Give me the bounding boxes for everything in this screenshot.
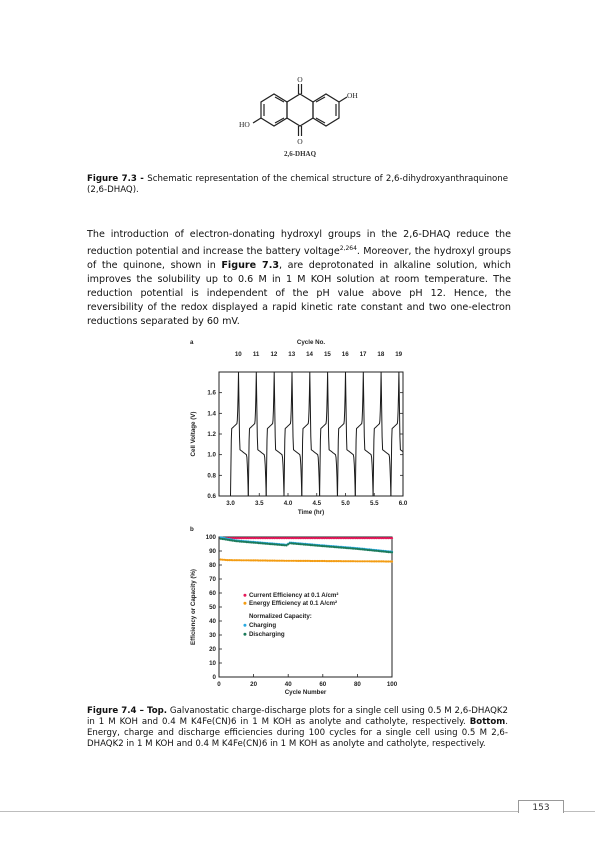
cycle-curve-18: [373, 372, 391, 496]
y-axis-label: Cell Voltage (V): [190, 411, 197, 457]
y-tick-label: 80: [209, 562, 216, 569]
legend-entry: Current Efficiency at 0.1 A/cm²: [248, 592, 339, 600]
top-tick-label: 16: [341, 351, 349, 358]
panel-a-label: a: [190, 339, 194, 346]
x-tick-label: 3.5: [254, 500, 264, 507]
y-tick-label: 40: [209, 618, 216, 625]
footer-rule: [0, 811, 595, 812]
paragraph-part-3: , are deprotonated in alkaline solution, which improves the solubility up to 0.6 M in 1 M KOH solution at room temperature. The reduction potential is independent of the pH value above pH 12. Hence, the reversibility of the redox displayed a rapid kinetic rate constant and two one-electron reductions separated by 60 mV.: [87, 260, 511, 328]
top-tick-label: 19: [395, 351, 403, 358]
figure-7-3-dash: -: [136, 174, 148, 184]
cycle-curve-11: [248, 372, 266, 496]
oxygen-bottom-label: O: [297, 137, 303, 146]
top-tick-label: 13: [288, 351, 296, 358]
cycle-curve-10: [231, 372, 249, 496]
figure-7-4-label: Figure 7.4 – Top.: [87, 706, 168, 716]
top-tick-label: 10: [234, 351, 242, 358]
x-tick-label: 6.0: [398, 500, 408, 507]
data-point: [391, 551, 393, 553]
top-axis-title: Cycle No.: [296, 339, 326, 346]
y-axis-label: Efficiency or Capacity (%): [190, 569, 197, 645]
top-tick-label: 11: [252, 351, 260, 358]
citation-superscript: 2,264: [339, 245, 357, 252]
top-tick-label: 15: [323, 351, 331, 358]
legend-marker: [243, 602, 246, 605]
x-tick-label: 5.5: [369, 500, 379, 507]
figure-7-3-label: Figure 7.3: [87, 174, 137, 184]
x-tick-label: 5.0: [341, 500, 350, 507]
legend-marker: [243, 633, 246, 636]
body-paragraph: [87, 228, 511, 329]
figure-7-4-caption: [87, 706, 508, 750]
x-tick-label: 0: [217, 681, 221, 688]
chart-a-voltage: [185, 336, 410, 526]
cycle-curve-14: [302, 372, 320, 496]
legend-entry: Discharging: [248, 631, 285, 639]
y-tick-label: 0: [212, 674, 216, 681]
y-tick-label: 60: [209, 590, 216, 597]
ho-label: HO: [239, 120, 250, 129]
y-tick-label: 30: [209, 632, 216, 639]
x-axis-label: Time (hr): [297, 509, 325, 516]
cycle-curve-16: [338, 372, 356, 496]
figure-7-4-text-2: . Energy, charge and discharge efficiencies during 100 cycles for a single cell using 0.5 M 2,6-DHAQK2 in 1 M KOH and 0.4 M K4Fe(CN)6 in 1 M KOH as anolyte and catholyte, respectively.: [87, 717, 508, 749]
y-tick-label: 50: [209, 604, 216, 611]
legend-entry: Energy Efficiency at 0.1 A/cm²: [248, 600, 338, 608]
figure-7-3-caption: [87, 174, 508, 196]
y-tick-label: 90: [209, 548, 216, 555]
oh-label: OH: [347, 91, 358, 100]
figure-reference: Figure 7.3: [221, 260, 280, 272]
top-tick-label: 18: [377, 351, 385, 358]
y-tick-label: 100: [205, 534, 216, 541]
top-tick-label: 12: [270, 351, 278, 358]
y-tick-label: 0.8: [207, 472, 216, 480]
x-tick-label: 3.0: [226, 500, 235, 507]
y-tick-label: 20: [209, 646, 216, 653]
paragraph-part-1: The introduction of electron-donating hydroxyl groups in the 2,6-DHAQ reduce the reduction potential and increase the battery voltage: [87, 229, 511, 258]
top-tick-label: 17: [359, 351, 367, 358]
series-1b7a5a: [220, 538, 393, 554]
paragraph-part-2: . Moreover, the hydroxyl groups of the quinone, shown in: [87, 246, 511, 272]
y-tick-label: 0.6: [207, 493, 216, 500]
data-point: [391, 537, 393, 539]
x-tick-label: 4.5: [312, 500, 322, 507]
cycle-curve-12: [266, 372, 284, 496]
figure-7-3-text: Schematic representation of the chemical structure of 2,6-dihydroxyanthraquinone (2,6-DHAQ).: [87, 174, 509, 195]
y-tick-label: 10: [209, 660, 216, 667]
y-tick-label: 1.0: [207, 451, 216, 459]
cycle-curve-15: [320, 372, 338, 496]
chart-b-efficiency: [185, 523, 410, 698]
x-tick-label: 80: [353, 681, 361, 688]
x-tick-label: 40: [284, 681, 292, 688]
top-tick-label: 14: [306, 351, 314, 358]
legend-entry: Charging: [248, 622, 277, 630]
data-point: [391, 560, 393, 562]
oxygen-top-label: O: [297, 75, 303, 84]
x-tick-label: 4.0: [283, 500, 293, 507]
figure-7-4-text-1: Galvanostatic charge-discharge plots for a single cell using 0.5 M 2,6-DHAQK2 in 1 M KOH and 0.4 M K4Fe(CN)6 in 1 M KOH as anolyte and catholyte, respectively.: [87, 706, 508, 727]
panel-b-label: b: [190, 526, 194, 533]
cycle-curve-17: [355, 372, 373, 496]
compound-name: 2,6-DHAQ: [283, 150, 317, 158]
x-tick-label: 100: [386, 681, 398, 688]
legend-marker: [243, 624, 246, 627]
cycle-curve-13: [284, 372, 302, 496]
series-f39c12: [220, 558, 393, 562]
x-axis-label: Cycle Number: [284, 689, 327, 696]
figure-7-4-bottom-label: Bottom: [469, 717, 506, 727]
y-tick-label: 1.6: [207, 389, 216, 397]
legend-marker: [243, 594, 246, 597]
y-tick-label: 1.4: [207, 410, 216, 418]
y-tick-label: 1.2: [207, 431, 216, 438]
dhaq-structure-diagram: [235, 72, 365, 162]
page-number: 153: [518, 800, 564, 813]
legend-entry: Normalized Capacity:: [248, 613, 312, 621]
y-tick-label: 70: [209, 576, 216, 583]
x-tick-label: 60: [319, 681, 327, 688]
x-tick-label: 20: [250, 681, 258, 688]
